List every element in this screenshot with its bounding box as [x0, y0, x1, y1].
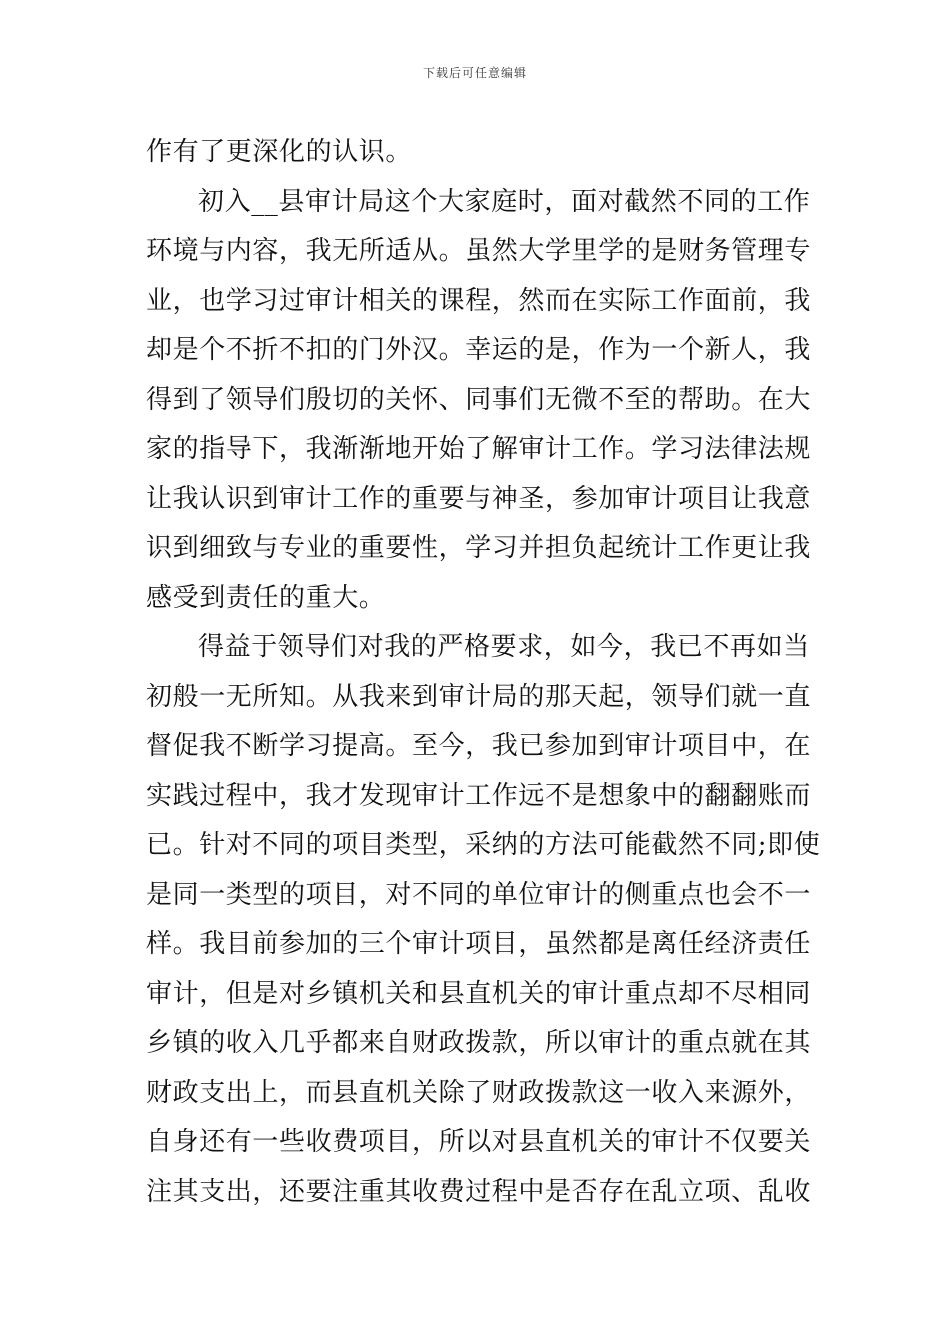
- text-line: 得益于领导们对我的严格要求，如今，我已不再如当: [198, 632, 810, 662]
- text-line: 初般一无所知。从我来到审计局的那天起，领导们就一直: [146, 681, 812, 712]
- text-line: 让我认识到审计工作的重要与神圣，参加审计项目让我意: [146, 483, 812, 514]
- text-line: 乡镇的收入几乎都来自财政拨款，所以审计的重点就在其: [146, 1028, 812, 1058]
- page-header: 下载后可任意编辑: [422, 66, 527, 80]
- body-text: [146, 128, 821, 1217]
- text-line: 环境与内容，我无所适从。虽然大学里学的是财务管理专: [146, 236, 812, 266]
- text-line: 得到了领导们殷切的关怀、同事们无微不至的帮助。在大: [146, 384, 812, 415]
- text-line: 却是个不折不扣的门外汉。幸运的是，作为一个新人，我: [146, 335, 812, 365]
- text-line: 是同一类型的项目，对不同的单位审计的侧重点也会不一: [146, 879, 812, 910]
- text-line: 识到细致与专业的重要性，学习并担负起统计工作更让我: [146, 533, 812, 563]
- text-line: 注其支出，还要注重其收费过程中是否存在乱立项、乱收: [146, 1176, 812, 1207]
- text-line: 自身还有一些收费项目，所以对县直机关的审计不仅要关: [146, 1127, 812, 1157]
- text-line: 初入__县审计局这个大家庭时，面对截然不同的工作: [198, 186, 811, 217]
- text-line: 感受到责任的重大。: [146, 582, 386, 613]
- text-line: 审计，但是对乡镇机关和县直机关的审计重点却不尽相同: [146, 978, 812, 1009]
- text-line: 样。我目前参加的三个审计项目，虽然都是离任经济责任: [146, 929, 812, 959]
- text-line: 财政支出上，而县直机关除了财政拨款这一收入来源外，: [146, 1077, 812, 1108]
- text-line: 实践过程中，我才发现审计工作远不是想象中的翻翻账而: [146, 780, 812, 811]
- text-line: 督促我不断学习提高。至今，我已参加到审计项目中，在: [146, 731, 812, 761]
- text-line: 家的指导下，我渐渐地开始了解审计工作。学习法律法规: [146, 434, 812, 464]
- text-line: 作有了更深化的认识。: [146, 137, 413, 167]
- text-line: 业，也学习过审计相关的课程，然而在实际工作面前，我: [146, 285, 812, 316]
- text-line: 已。针对不同的项目类型，采纳的方法可能截然不同;即使: [146, 830, 821, 860]
